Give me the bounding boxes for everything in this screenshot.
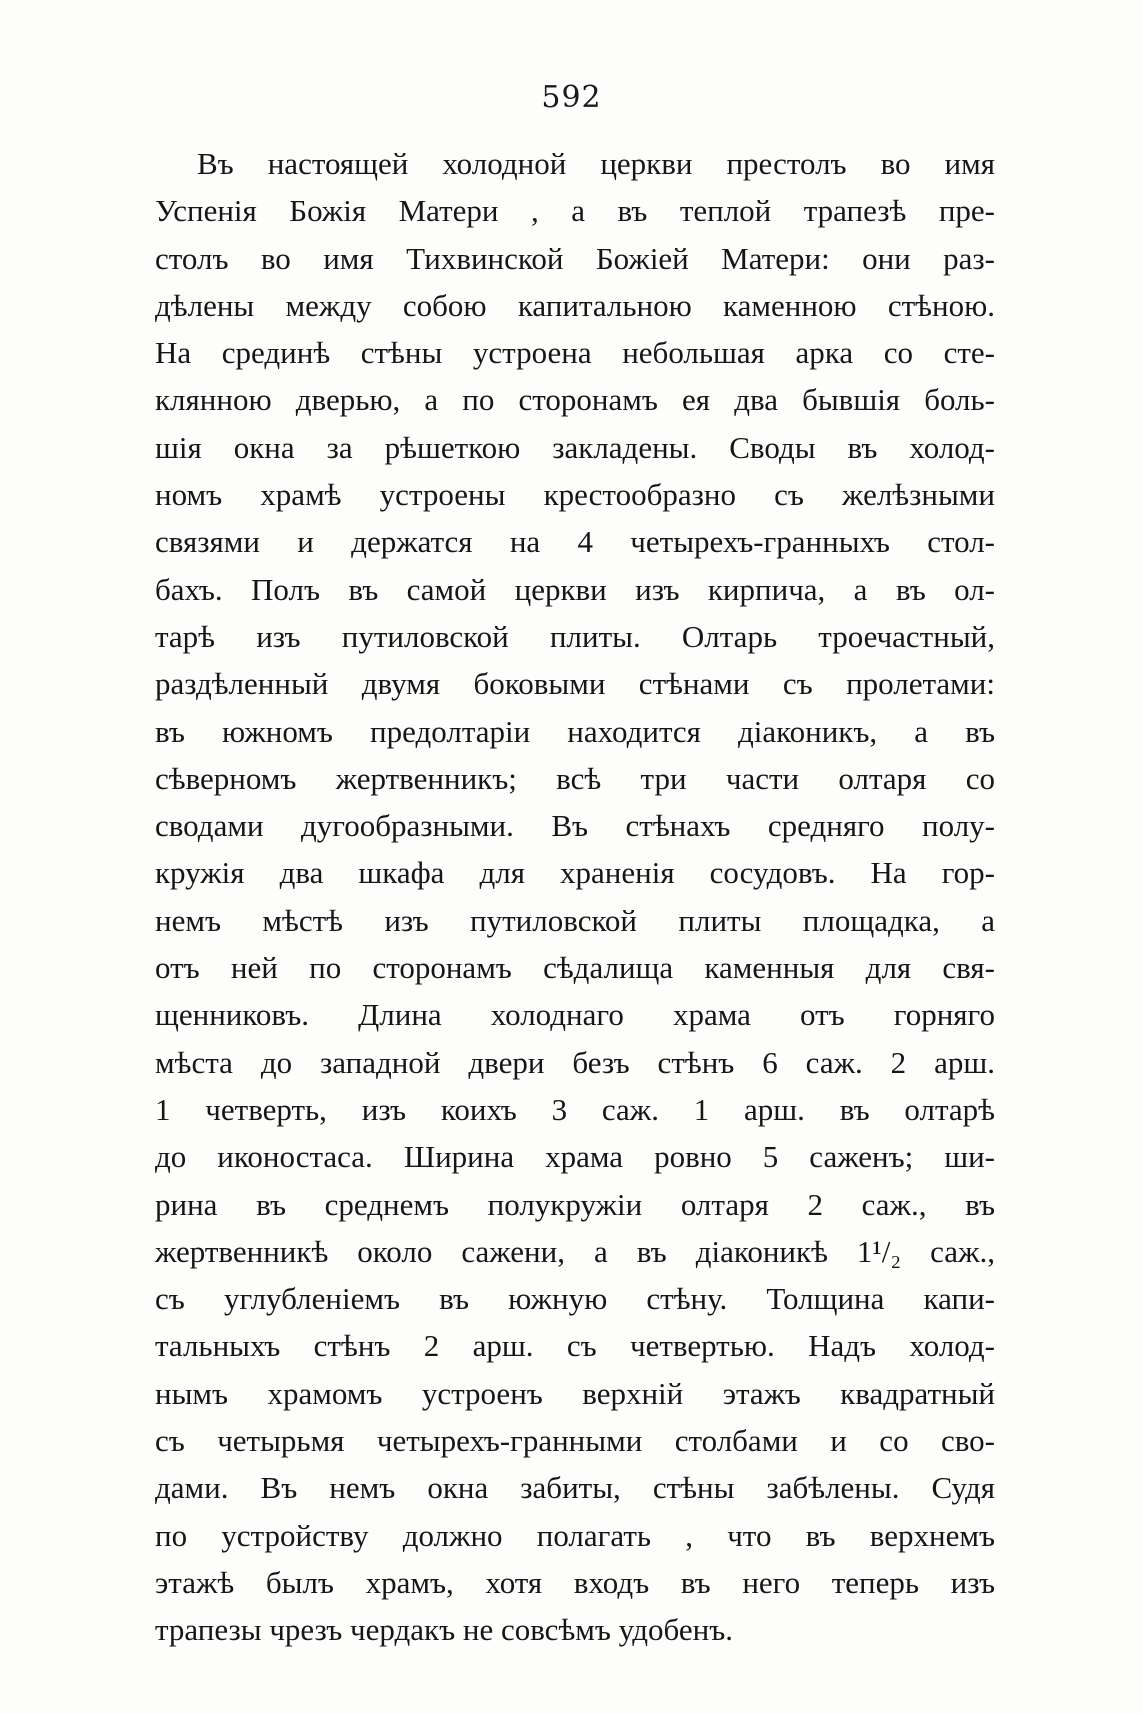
text-line: щенниковъ. Длина холоднаго храма отъ горняго [155, 997, 995, 1033]
text-line: немъ мѣстѣ изъ путиловской плиты площадка, а [155, 902, 995, 938]
page-number: 592 [541, 80, 602, 115]
text-line: связями и держатся на 4 четырехъ-гранныхъ стол- [155, 524, 995, 560]
text-line: Въ настоящей холодной церкви престолъ во имя [197, 146, 995, 181]
text-line: въ южномъ предолтаріи находится діаконикъ, а въ [155, 713, 995, 749]
text-line: дѣлены между собою капитальною каменною стѣною. [155, 287, 995, 323]
text-line: нымъ храмомъ устроенъ верхній этажъ квадратный [155, 1375, 995, 1411]
text-line: трапезы чрезъ чердакъ не совсѣмъ удобенъ. [155, 1612, 733, 1648]
text-line: рина въ среднемъ полукружіи олтаря 2 саж., въ [155, 1186, 995, 1222]
text-line: шія окна за рѣшеткою закладены. Своды въ холод- [155, 429, 995, 465]
text-line: мѣста до западной двери безъ стѣнъ 6 саж. 2 арш. [155, 1044, 995, 1080]
text-line: бахъ. Полъ въ самой церкви изъ кирпича, а въ ол- [155, 571, 995, 607]
text-line: Успенія Божія Матери , а въ теплой трапезѣ пре- [155, 193, 995, 229]
text-line: жертвенникѣ около сажени, а въ діаконикѣ 1¹/₂ саж., [155, 1233, 995, 1269]
text-line: сводами дугообразными. Въ стѣнахъ средняго полу- [155, 808, 995, 844]
text-line: кружія два шкафа для храненія сосудовъ. На гор- [155, 855, 995, 891]
text-line: съ четырьмя четырехъ-гранными столбами и со сво- [155, 1423, 995, 1459]
text-line: сѣверномъ жертвенникъ; всѣ три части олтаря со [155, 760, 995, 796]
text-line: тальныхъ стѣнъ 2 арш. съ четвертью. Надъ холод- [155, 1328, 995, 1364]
text-line: съ углубленіемъ въ южную стѣну. Толщина капи- [155, 1281, 995, 1317]
text-line: клянною дверью, а по сторонамъ ея два бывшія боль- [155, 382, 995, 418]
text-line: этажѣ былъ храмъ, хотя входъ въ него теперь изъ [155, 1564, 995, 1600]
text-line: На срединѣ стѣны устроена небольшая арка со сте- [155, 335, 995, 371]
text-line: раздѣленный двумя боковыми стѣнами съ пролетами: [155, 666, 995, 702]
body-text [155, 140, 995, 1654]
text-line: номъ храмѣ устроены крестообразно съ желѣзными [155, 477, 995, 513]
text-line: тарѣ изъ путиловской плиты. Олтарь троечастный, [155, 618, 995, 654]
text-line: по устройству должно полагать , что въ верхнемъ [155, 1517, 995, 1553]
text-line: до иконостаса. Ширина храма ровно 5 саженъ; ши- [155, 1139, 995, 1175]
text-line: дами. Въ немъ окна забиты, стѣны забѣлены. Судя [155, 1470, 995, 1506]
text-line: 1 четверть, изъ коихъ 3 саж. 1 арш. въ олтарѣ [155, 1091, 995, 1127]
text-line: отъ ней по сторонамъ сѣдалища каменныя для свя- [155, 950, 995, 986]
text-line: столъ во имя Тихвинской Божіей Матери: они раз- [155, 240, 995, 276]
